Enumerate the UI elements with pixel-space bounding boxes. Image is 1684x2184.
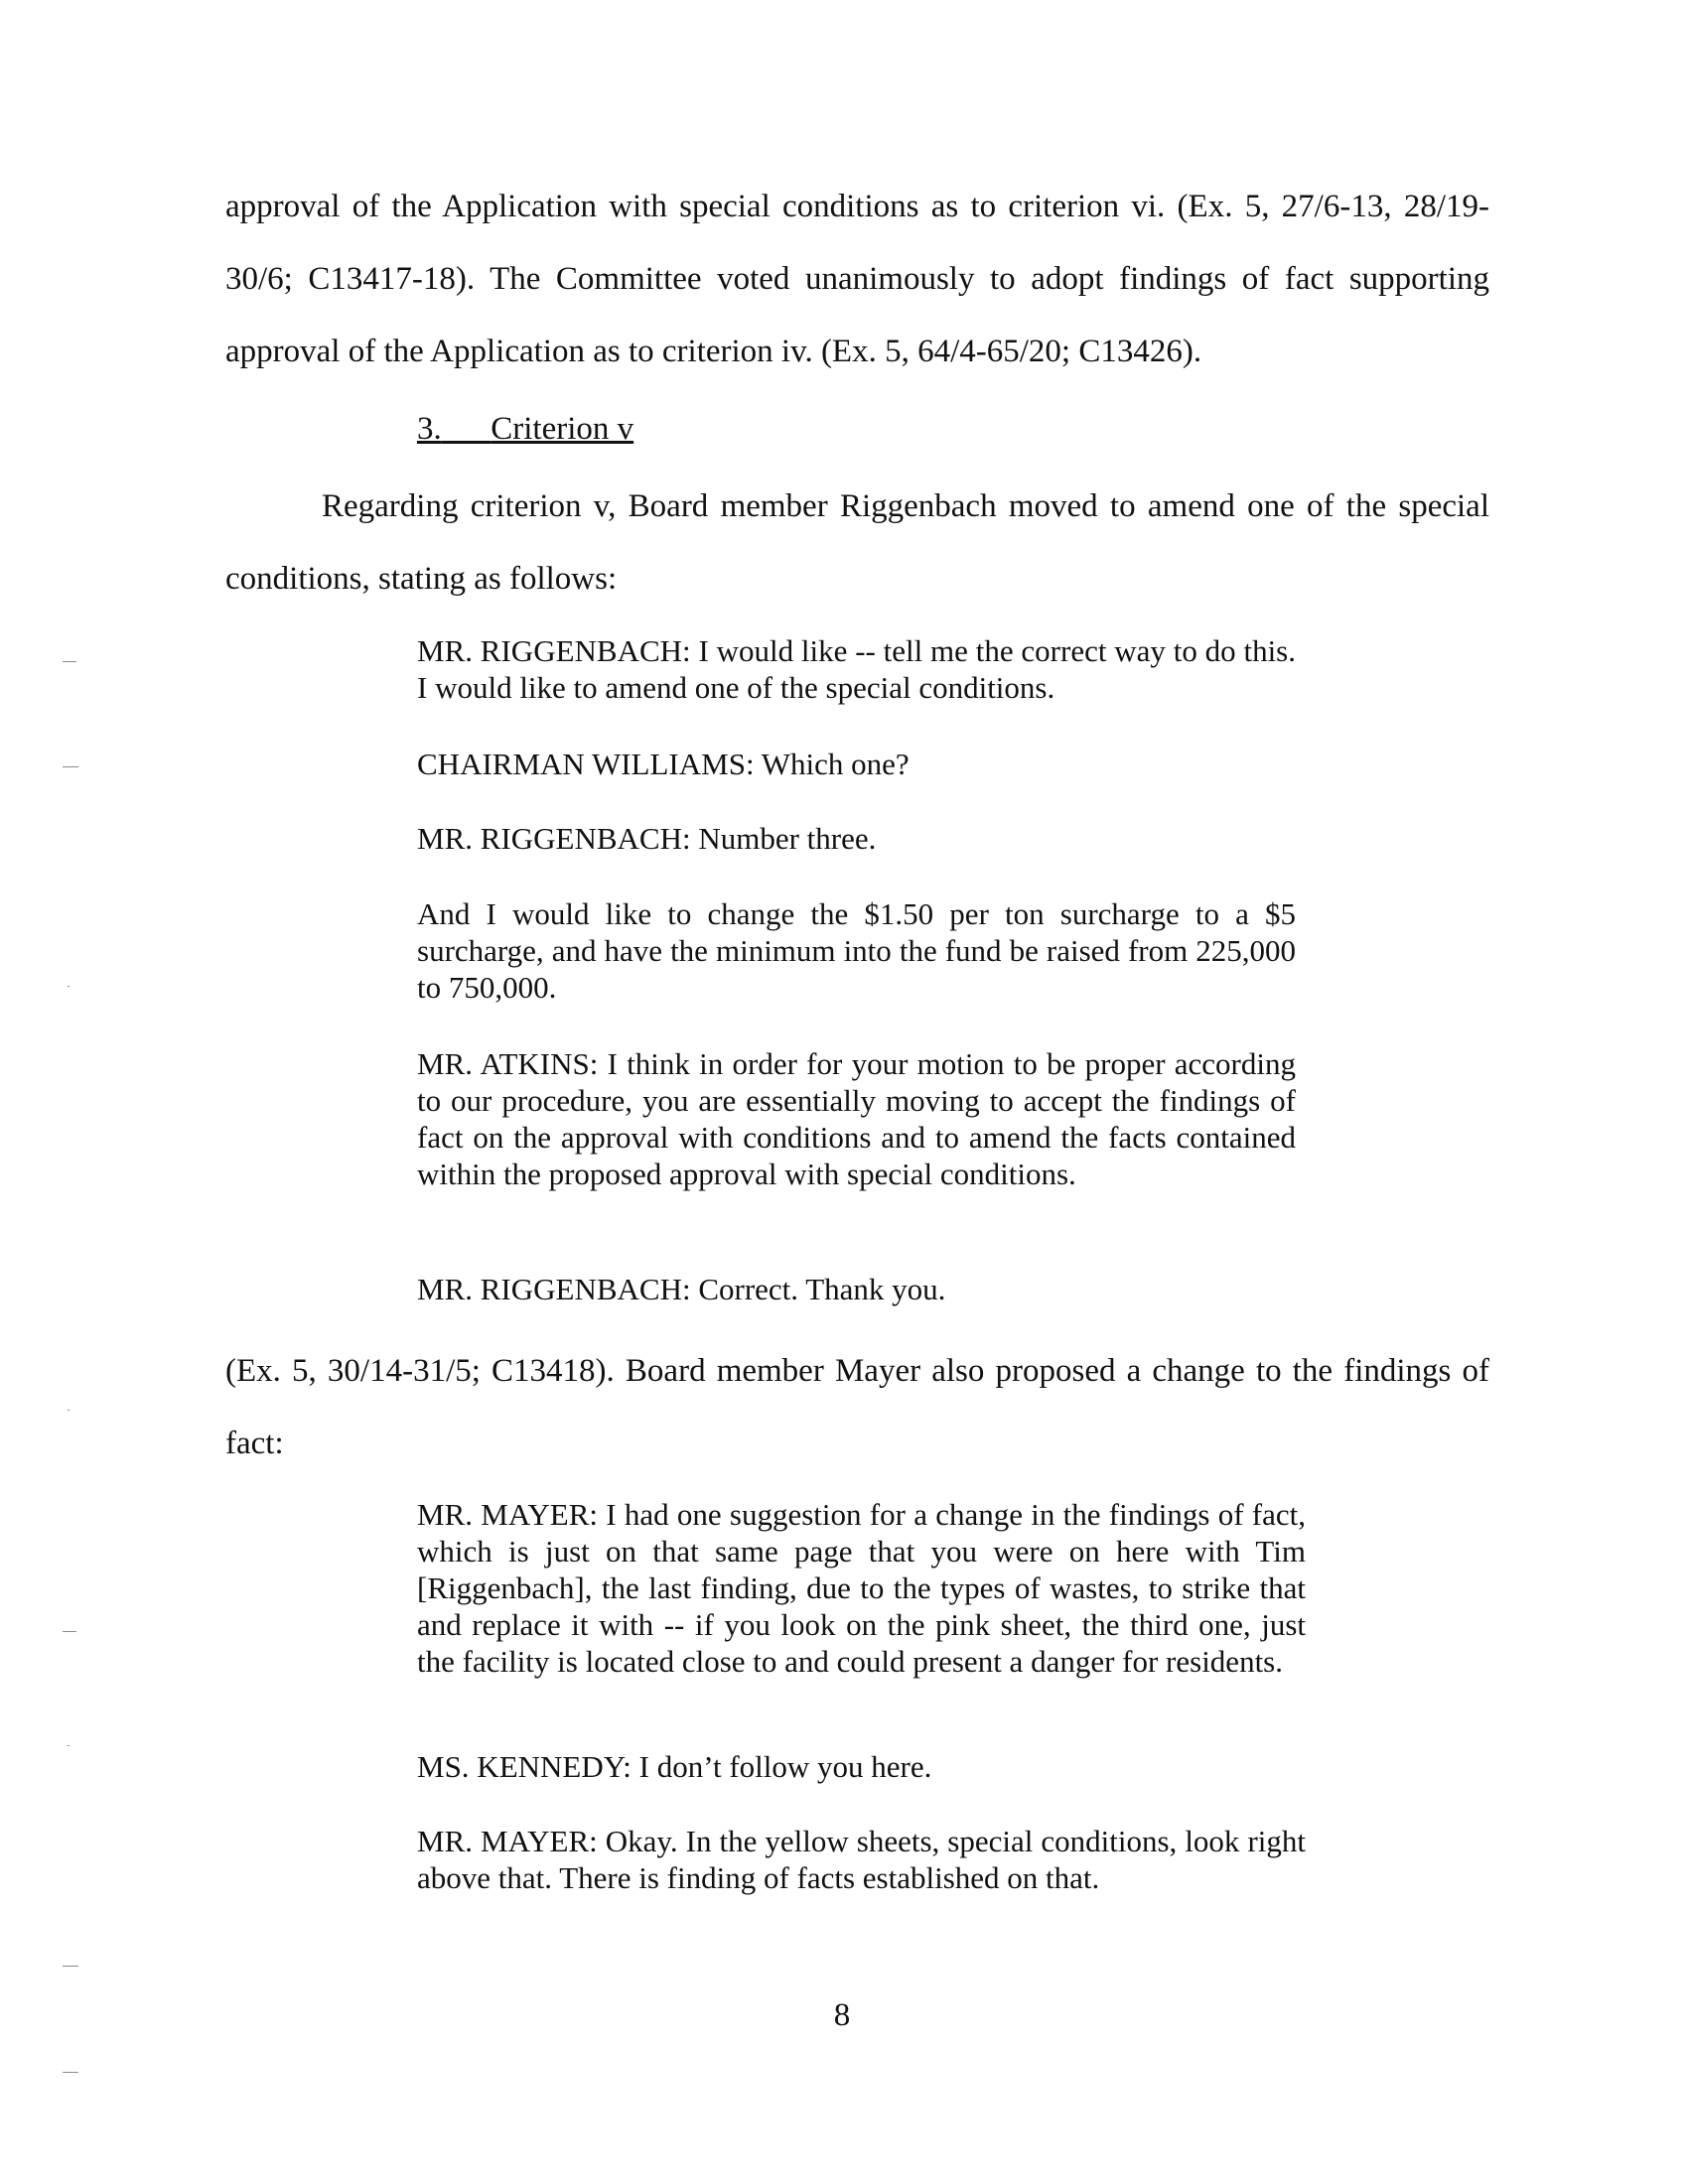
scan-mark	[63, 661, 76, 662]
section-heading	[417, 409, 633, 449]
quote-riggenbach-4: MR. RIGGENBACH: Correct. Thank you.	[417, 1272, 946, 1306]
quote-kennedy: MS. KENNEDY: I don’t follow you here.	[417, 1749, 932, 1784]
citation-paragraph: (Ex. 5, 30/14-31/5; C13418). Board member Mayer also proposed a change to the findings of fact:	[225, 1353, 1489, 1461]
scan-mark	[68, 1745, 70, 1746]
quote-mayer-1: MR. MAYER: I had one suggestion for a change in the findings of fact, which is just on that same page that you were on here with Tim [Riggenbach], the last finding, due to the types of wastes, to strike that and replace it with -- if you look on the pink sheet, the third one, just the facility is located close to and could present a danger for residents.	[417, 1497, 1306, 1679]
quote-riggenbach-1: MR. RIGGENBACH: I would like -- tell me the correct way to do this. I would like to amend one of the special conditions.	[417, 633, 1296, 705]
page-number: 8	[833, 1997, 851, 2033]
quote-williams: CHAIRMAN WILLIAMS: Which one?	[417, 747, 910, 781]
scan-mark	[63, 1631, 76, 1632]
regarding-paragraph: Regarding criterion v, Board member Riggenbach moved to amend one of the special conditions, stating as follows:	[225, 488, 1489, 597]
section-title: Criterion v	[491, 411, 634, 447]
quote-riggenbach-2: MR. RIGGENBACH: Number three.	[417, 821, 877, 856]
quote-atkins: MR. ATKINS: I think in order for your motion to be proper according to our procedure, you are essentially moving to accept the findings of fact on the approval with conditions and to amend the facts contained within the proposed approval with special conditions.	[417, 1046, 1296, 1191]
scan-mark	[63, 2072, 78, 2073]
section-number: 3.	[417, 411, 442, 447]
quote-riggenbach-3: And I would like to change the $1.50 per ton surcharge to a $5 surcharge, and have the minimum into the fund be raised from 225,000 to 750,000.	[417, 896, 1296, 1005]
scan-mark	[68, 986, 70, 987]
scan-mark	[63, 766, 78, 767]
quote-mayer-2: MR. MAYER: Okay. In the yellow sheets, special conditions, look right above that. There is finding of facts established on that.	[417, 1824, 1306, 1895]
scan-mark	[63, 1966, 78, 1967]
scan-mark	[68, 1410, 70, 1411]
intro-paragraph: approval of the Application with special conditions as to criterion vi. (Ex. 5, 27/6-13, 28/19-30/6; C13417-18). The Committee voted unanimously to adopt findings of fact supporting approval of the Application as to criterion iv. (Ex. 5, 64/4-65/20; C13426).	[225, 189, 1489, 369]
